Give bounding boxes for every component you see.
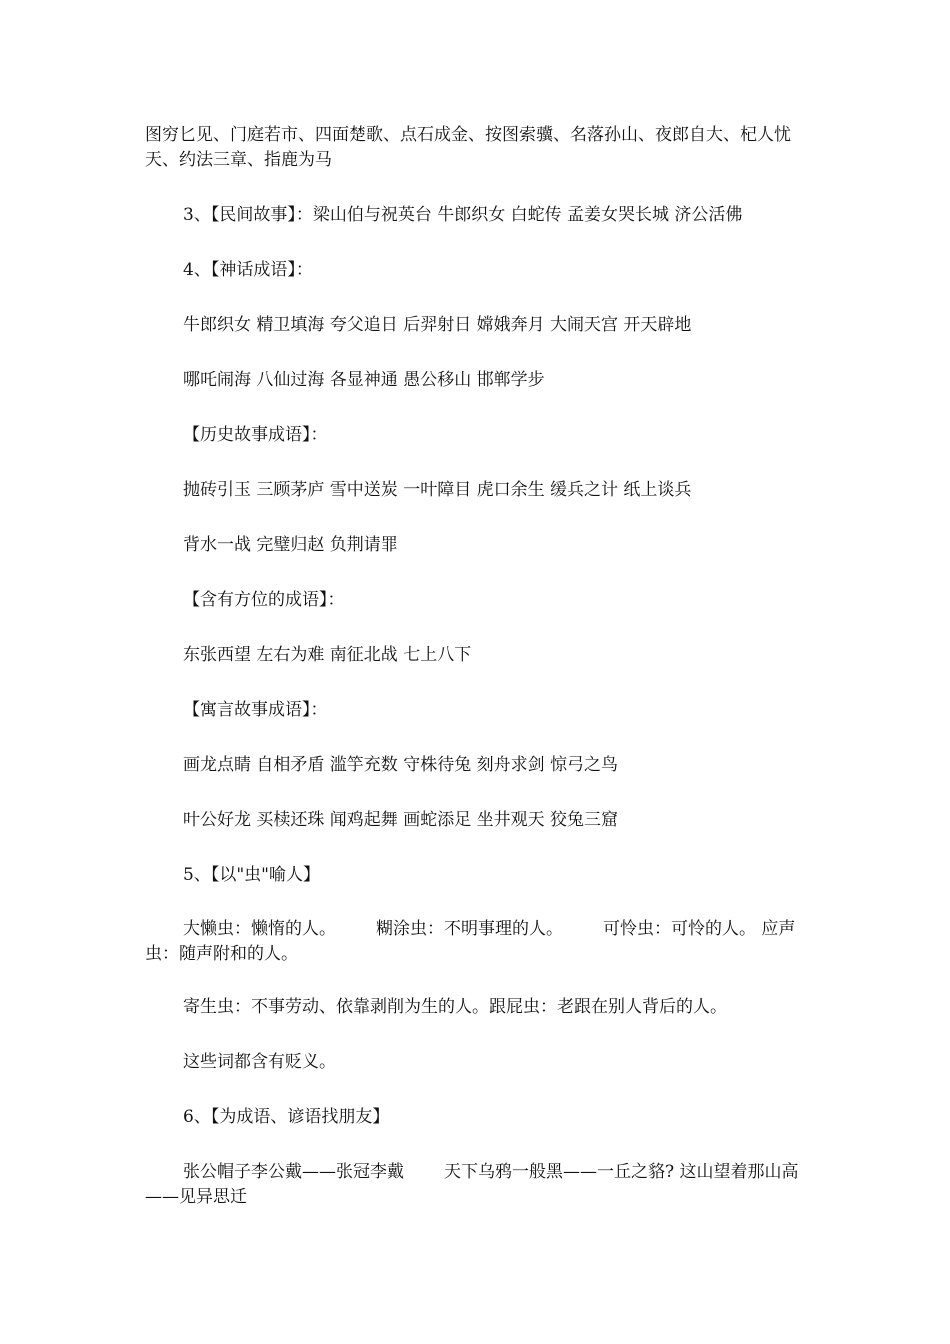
history-idioms-line-2: 背水一战 完璧归赵 负荆请罪 [183, 535, 398, 555]
insect-lazy: 大懒虫：懒惰的人。 [183, 919, 336, 939]
myth-idioms-line-1: 牛郎织女 精卫填海 夸父追日 后羿射日 嫦娥奔月 大闹天宫 开天辟地 [183, 315, 692, 335]
insect-muddled: 糊涂虫：不明事理的人。 [376, 919, 563, 939]
insect-metaphor-line-2: 寄生虫：不事劳动、依靠剥削为生的人。跟屁虫：老跟在别人背后的人。 [183, 997, 727, 1017]
fable-idioms-heading: 【寓言故事成语】： [183, 700, 328, 720]
myth-idioms-heading: 4、【神话成语】： [183, 260, 313, 280]
folk-stories-paragraph: 3、【民间故事】：梁山伯与祝英台 牛郎织女 白蛇传 孟姜女哭长城 济公活佛 [183, 205, 743, 225]
history-idioms-heading: 【历史故事成语】： [183, 425, 328, 445]
history-idioms-line-1: 抛砖引玉 三顾茅庐 雪中送炭 一叶障目 虎口余生 缓兵之计 纸上谈兵 [183, 480, 692, 500]
find-friends-paragraph [145, 1160, 810, 1210]
find-friends-heading: 6、【为成语、谚语找朋友】 [183, 1107, 390, 1127]
idiom-list-paragraph: 图穷匕见、门庭若市、四面楚歌、点石成金、按图索骥、名落孙山、夜郎自大、杞人忧天、约法三章、指鹿为马 [145, 125, 791, 170]
fable-idioms-line-1: 画龙点睛 自相矛盾 滥竽充数 守株待兔 刻舟求剑 惊弓之鸟 [183, 755, 619, 775]
insect-echo: 应声虫：随声附和的人。 [145, 919, 796, 964]
friend-pair-2: 天下乌鸦一般黑——一丘之貉? 这山望着那山高——见异思迁 [145, 1162, 799, 1207]
myth-idioms-line-2: 哪吒闹海 八仙过海 各显神通 愚公移山 邯郸学步 [183, 370, 545, 390]
direction-idioms-line: 东张西望 左右为难 南征北战 七上八下 [183, 645, 472, 665]
insect-metaphor-heading: 5、【以"虫"喻人】 [183, 865, 320, 885]
insect-pitiful: 可怜虫：可怜的人。 [603, 919, 756, 939]
insect-metaphor-paragraph [145, 917, 810, 967]
direction-idioms-heading: 【含有方位的成语】： [183, 590, 345, 610]
derogatory-note: 这些词都含有贬义。 [183, 1052, 336, 1072]
friend-pair-1: 张公帽子李公戴——张冠李戴 [183, 1162, 404, 1182]
fable-idioms-line-2: 叶公好龙 买椟还珠 闻鸡起舞 画蛇添足 坐井观天 狡兔三窟 [183, 810, 619, 830]
